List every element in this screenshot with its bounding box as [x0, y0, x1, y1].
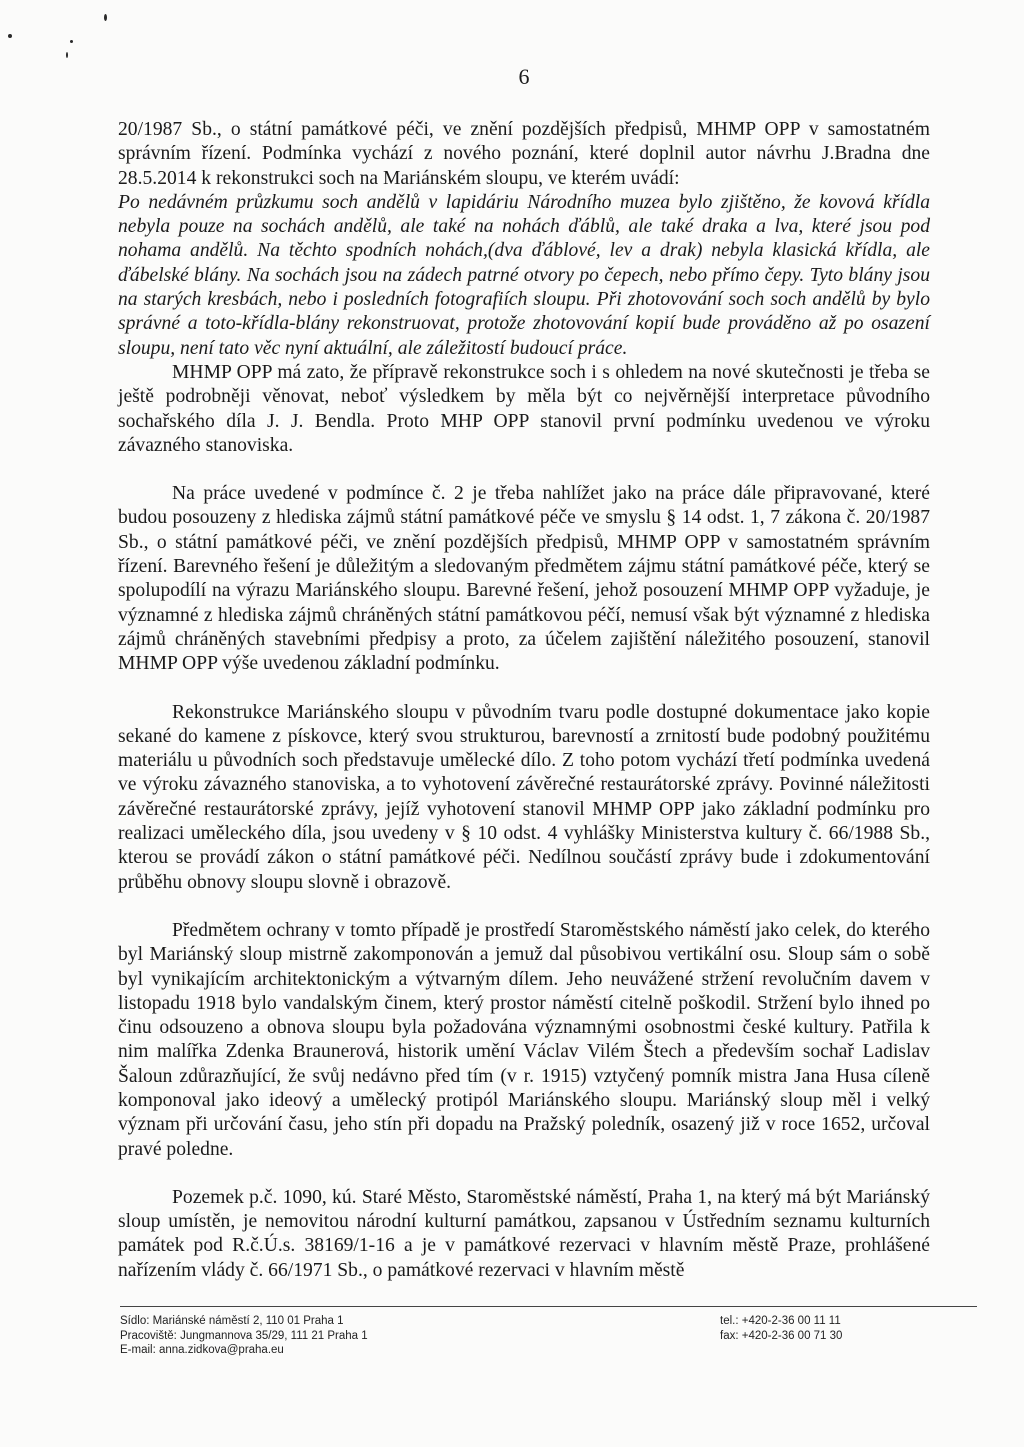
- paragraph-law-reference: 20/1987 Sb., o státní památkové péči, ve znění pozdějších předpisů, MHMP OPP v samostatném správním řízení. Podmínka vychází z nového poznání, které doplnil autor návrhu J.Bradna dne 28.5.2014 k rekonstrukci soch na Mariánském sloupu, ve kterém uvádí:: [118, 119, 930, 189]
- scan-speck: [8, 34, 12, 38]
- scan-speck: [70, 40, 73, 43]
- scan-speck: [66, 52, 68, 58]
- footer-contact-left: [120, 1314, 368, 1358]
- footer-contact-right: [720, 1314, 842, 1343]
- footer-fax: fax: +420-2-36 00 71 30: [720, 1329, 843, 1342]
- paragraph-reconstruction: Rekonstrukce Mariánského sloupu v původním tvaru podle dostupné dokumentace jako kopie sekané do kamene z pískovce, který svou strukturou, barevností a zrnitostí bude podobný použitému materiálu u původních soch představuje umělecké dílo. Z toho potom vychází třetí podmínka uvedená ve výroku závazného stanoviska, a to vyhotovení závěrečné restaurátorské zprávy. Povinné náležitosti závěrečné restaurátorské zprávy, jejíž vyhotovení stanovil MHMP OPP jako základní podmínku pro realizaci uměleckého díla, jsou uvedeny v § 10 odst. 4 vyhlášky Ministerstva kultury č. 66/1988 Sb., kterou se provádí zákon o státní památkové péči. Nedílnou součástí zprávy bude i zdokumentování průběhu obnovy sloupu slovně i obrazově.: [118, 701, 930, 893]
- footer-email: E-mail: anna.zidkova@praha.eu: [120, 1344, 284, 1356]
- footer-divider: [120, 1306, 977, 1307]
- paragraph-opp-opinion: MHMP OPP má zato, že přípravě rekonstrukce soch i s ohledem na nové skutečnosti je třeba se ještě podrobněji věnovat, neboť výsledkem by měla být co nejvěrnější interpretace původního sochařského díla J. J. Bendla. Proto MHP OPP stanovil první podmínku uvedenou ve výroku závazného stanoviska.: [118, 361, 930, 456]
- footer-phone: tel.: +420-2-36 00 11 11: [720, 1315, 841, 1327]
- paragraph-quoted-statement: Po nedávném průzkumu soch andělů v lapidáriu Národního muzea bylo zjištěno, že kovová křídla nebyla pouze na sochách andělů, ale také na nohách ďáblů, ale také draka a lva, které jsou pod nohama andělů. Na těchto spodních nohách,(dva ďáblové, lev a drak) nebyla klasická křídla, ale ďábelské blány. Na sochách jsou na zádech patrné otvory po čepech, nebo přímo čepy. Tyto blány jsou na starých kresbách, nebo i posledních fotografiích sloupu. Při zhotovování soch soch andělů by bylo správné a toto-křídla-blány rekonstruovat, protože zhotovování kopií bude prováděno až po osazení sloupu, není tato věc nyní aktuální, ale záležitostí budoucí práce.: [118, 191, 930, 359]
- paragraph-condition-2: Na práce uvedené v podmínce č. 2 je třeba nahlížet jako na práce dále připravované, které budou posouzeny z hlediska zájmů státní památkové péče ve smyslu § 14 odst. 1, 7 zákona č. 20/1987 Sb., o státní památkové péči, ve znění pozdějších předpisů, MHMP OPP v samostatném správním řízení. Barevného řešení je důležitým a sledovaným předmětem zájmu státní památkové péče, který se spolupodílí na výrazu Mariánského sloupu. Barevné řešení, jehož posouzení MHMP OPP vyžaduje, je významné z hlediska zájmů chráněných státní památkovou péčí, nemusí však být významné z hlediska zájmů chráněných stavebními předpisy a proto, za účelem zajištění náležitého posouzení, stanovil MHMP OPP výše uvedenou základní podmínku.: [118, 483, 930, 675]
- scan-speck: [104, 14, 107, 21]
- footer-workplace: Pracoviště: Jungmannova 35/29, 111 21 Praha 1: [120, 1329, 368, 1342]
- paragraph-land-parcel: Pozemek p.č. 1090, kú. Staré Město, Staroměstské náměstí, Praha 1, na který má být Mariánský sloup umístěn, je nemovitou národní kulturní památkou, zapsanou v Ústředním seznamu kulturních památek pod R.č.Ú.s. 38169/1-16 a je v památkové rezervaci v hlavním městě Praze, prohlášené nařízením vlády č. 66/1971 Sb., o památkové rezervaci v hlavním městě: [118, 1186, 930, 1281]
- footer-address: Sídlo: Mariánské náměstí 2, 110 01 Praha 1: [120, 1315, 344, 1327]
- body-text: [118, 118, 930, 1283]
- paragraph-protection-subject: Předmětem ochrany v tomto případě je prostředí Staroměstského náměstí jako celek, do kterého byl Mariánský sloup mistrně zakomponován a jemuž dal působivou vertikální osu. Sloup sám o sobě byl vynikajícím architektonickým a výtvarným dílem. Jeho neuvážené stržení revolučním davem v listopadu 1918 bylo vandalským činem, který prostor náměstí citelně poškodil. Stržení bylo ihned po činu odsouzeno a obnova sloupu byla požadována významnými osobnostmi české kultury. Patřila k nim malířka Zdenka Braunerová, historik umění Václav Vilém Štech a především sochař Ladislav Šaloun zdůrazňující, že svůj nedávno před tím (v r. 1915) vztyčený pomník mistra Jana Husa cíleně komponoval jako ideový a umělecký protipól Mariánského sloupu. Mariánský sloup měl i velký význam při určování času, jeho stín při dopadu na Pražský poledník, osazený již v roce 1652, určoval pravé poledne.: [118, 919, 930, 1160]
- page-number: 6: [518, 64, 530, 89]
